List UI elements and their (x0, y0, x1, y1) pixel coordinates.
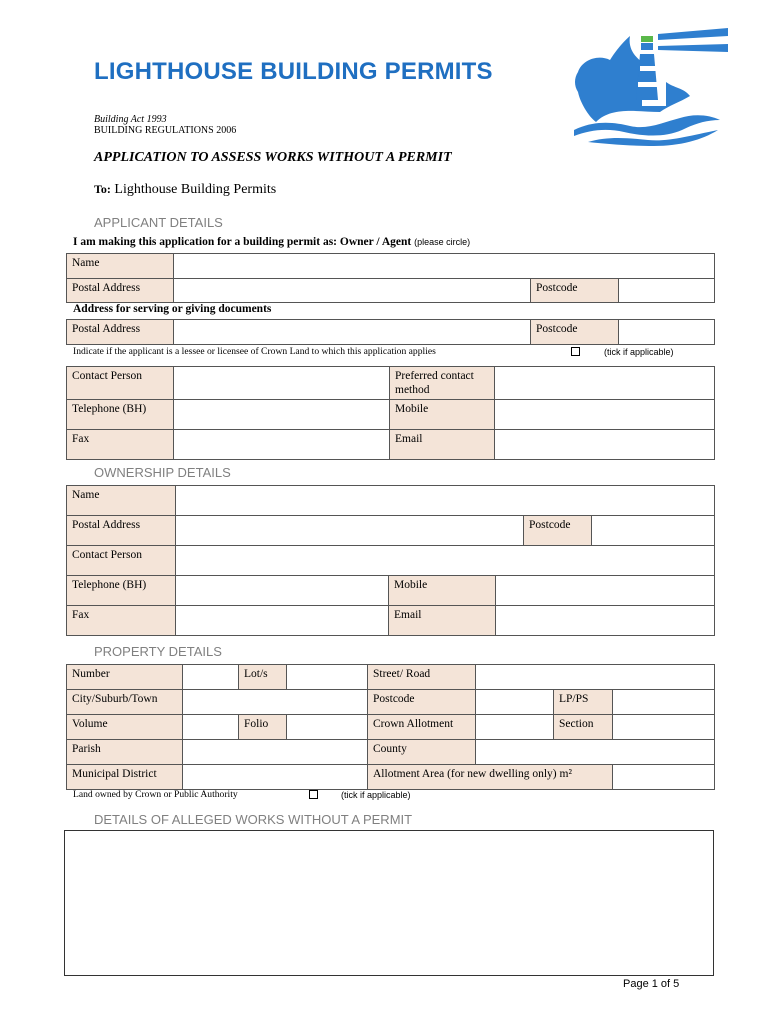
crown-authority-checkbox[interactable] (309, 790, 318, 799)
applicant-contact-table (66, 366, 715, 460)
label-postcode: Postcode (531, 279, 619, 303)
applicant-intro (73, 236, 470, 248)
label-preferred-contact: Preferred contact method (390, 367, 495, 400)
county-field[interactable] (476, 740, 715, 765)
works-description-field[interactable] (64, 830, 714, 976)
act-reference: Building Act 1993 (94, 114, 167, 125)
label-property-postcode: Postcode (368, 690, 476, 715)
to-value: Lighthouse Building Permits (114, 182, 277, 197)
serving-address-table (66, 319, 715, 345)
serving-postcode-field[interactable] (619, 320, 715, 345)
preferred-contact-field[interactable] (495, 367, 715, 400)
owner-email-field[interactable] (496, 606, 715, 636)
street-field[interactable] (476, 665, 715, 690)
owner-postcode-field[interactable] (592, 516, 715, 546)
label-name: Name (67, 254, 174, 279)
lighthouse-logo (568, 26, 738, 146)
fax-field[interactable] (174, 430, 390, 460)
crown-land-note: Indicate if the applicant is a lessee or licensee of Crown Land to which this application applies (73, 346, 436, 357)
label-contact-person: Contact Person (67, 367, 174, 400)
telephone-field[interactable] (174, 400, 390, 430)
label-section: Section (554, 715, 613, 740)
tick-hint-applicant: (tick if applicable) (604, 347, 674, 357)
label-folio: Folio (239, 715, 287, 740)
please-circle-hint: (please circle) (414, 237, 471, 247)
property-table (66, 664, 715, 790)
label-number: Number (67, 665, 183, 690)
number-field[interactable] (183, 665, 239, 690)
label-email: Email (390, 430, 495, 460)
crown-allotment-field[interactable] (476, 715, 554, 740)
label-serving-postal-address: Postal Address (67, 320, 174, 345)
label-telephone: Telephone (BH) (67, 400, 174, 430)
label-serving-postcode: Postcode (531, 320, 619, 345)
ownership-table (66, 485, 715, 636)
property-postcode-field[interactable] (476, 690, 554, 715)
regulations-reference: BUILDING REGULATIONS 2006 (94, 125, 237, 136)
municipal-district-field[interactable] (183, 765, 368, 790)
label-county: County (368, 740, 476, 765)
label-owner-telephone: Telephone (BH) (67, 576, 176, 606)
owner-postal-address-field[interactable] (176, 516, 524, 546)
label-postal-address: Postal Address (67, 279, 174, 303)
label-owner-contact-person: Contact Person (67, 546, 176, 576)
email-field[interactable] (495, 430, 715, 460)
label-municipal-district: Municipal District (67, 765, 183, 790)
owner-mobile-field[interactable] (496, 576, 715, 606)
label-owner-postal-address: Postal Address (67, 516, 176, 546)
owner-name-field[interactable] (176, 486, 715, 516)
serving-postal-address-field[interactable] (174, 320, 531, 345)
label-allotment-area: Allotment Area (for new dwelling only) m² (368, 765, 613, 790)
volume-field[interactable] (183, 715, 239, 740)
allotment-area-field[interactable] (613, 765, 715, 790)
lots-field[interactable] (287, 665, 368, 690)
section-field[interactable] (613, 715, 715, 740)
label-lpps: LP/PS (554, 690, 613, 715)
section-heading-ownership: OWNERSHIP DETAILS (94, 465, 231, 480)
application-title: APPLICATION TO ASSESS WORKS WITHOUT A PERMIT (94, 150, 452, 165)
applicant-address-table (66, 253, 715, 303)
lpps-field[interactable] (613, 690, 715, 715)
owner-fax-field[interactable] (176, 606, 389, 636)
mobile-field[interactable] (495, 400, 715, 430)
label-owner-name: Name (67, 486, 176, 516)
label-owner-postcode: Postcode (524, 516, 592, 546)
contact-person-field[interactable] (174, 367, 390, 400)
page-number: Page 1 of 5 (623, 978, 680, 990)
label-street: Street/ Road (368, 665, 476, 690)
crown-land-checkbox[interactable] (571, 347, 580, 356)
owner-contact-person-field[interactable] (176, 546, 715, 576)
label-owner-email: Email (389, 606, 496, 636)
label-mobile: Mobile (390, 400, 495, 430)
label-parish: Parish (67, 740, 183, 765)
applicant-name-field[interactable] (174, 254, 715, 279)
label-crown-allotment: Crown Allotment (368, 715, 476, 740)
folio-field[interactable] (287, 715, 368, 740)
label-owner-fax: Fax (67, 606, 176, 636)
parish-field[interactable] (183, 740, 368, 765)
addressee-line (94, 182, 276, 198)
applicant-postal-address-field[interactable] (174, 279, 531, 303)
owner-telephone-field[interactable] (176, 576, 389, 606)
section-heading-applicant: APPLICANT DETAILS (94, 215, 223, 230)
crown-authority-note: Land owned by Crown or Public Authority (73, 789, 238, 800)
serving-address-heading: Address for serving or giving documents (73, 303, 272, 315)
city-field[interactable] (183, 690, 368, 715)
label-lots: Lot/s (239, 665, 287, 690)
tick-hint-property: (tick if applicable) (341, 790, 411, 800)
section-heading-works: DETAILS OF ALLEGED WORKS WITHOUT A PERMIT (94, 812, 413, 827)
label-volume: Volume (67, 715, 183, 740)
label-city: City/Suburb/Town (67, 690, 183, 715)
applicant-postcode-field[interactable] (619, 279, 715, 303)
to-label: To: (94, 182, 111, 196)
section-heading-property: PROPERTY DETAILS (94, 644, 222, 659)
applicant-intro-text: I am making this application for a building permit as: Owner / Agent (73, 236, 412, 248)
label-owner-mobile: Mobile (389, 576, 496, 606)
page-title: LIGHTHOUSE BUILDING PERMITS (94, 58, 493, 85)
label-fax: Fax (67, 430, 174, 460)
